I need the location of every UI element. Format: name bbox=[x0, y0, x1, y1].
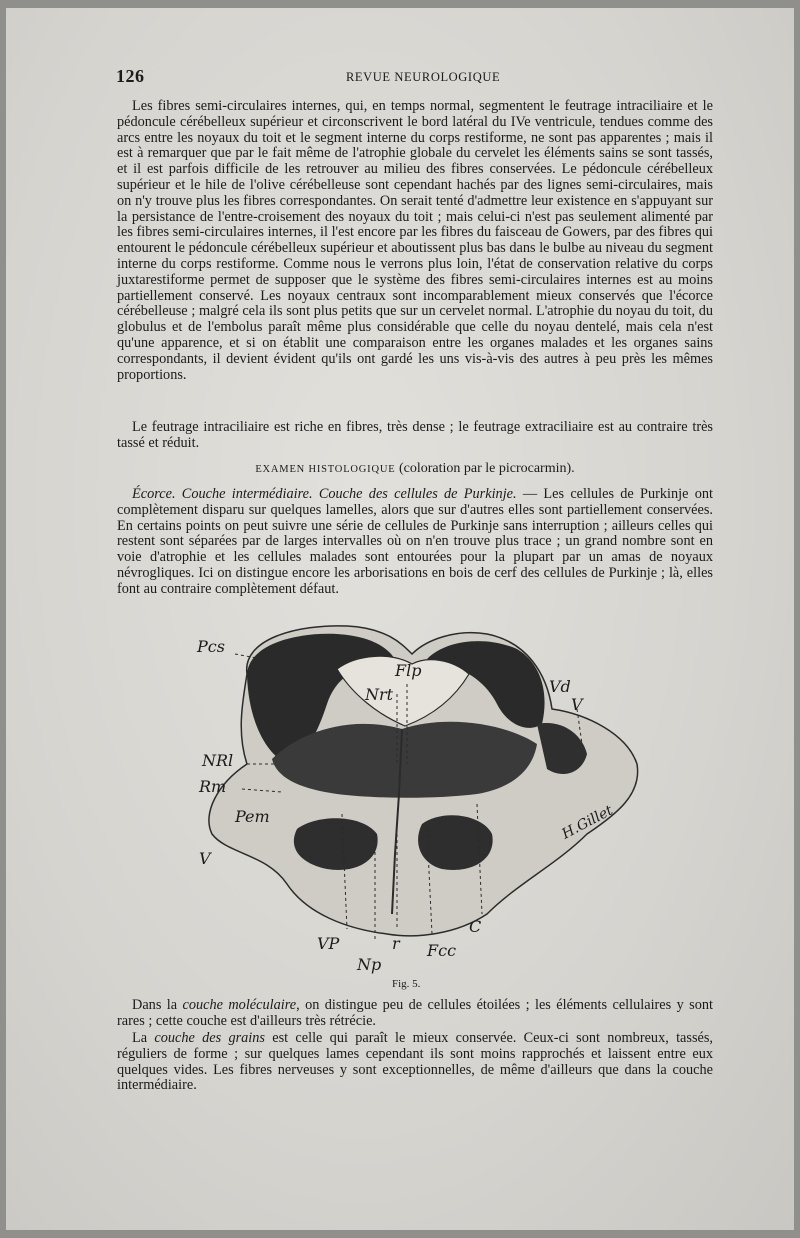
label-np: Np bbox=[357, 955, 382, 974]
label-c: C bbox=[469, 917, 482, 936]
label-pcs: Pcs bbox=[197, 637, 225, 656]
paragraph-text: Dans la bbox=[132, 997, 183, 1013]
paragraph-text: est celle qui paraît le mieux conservée. Ceux-ci sont nombreux, tassés, réguliers de forme ; sur quelques lames cependant ils sont moins rapprochés et laissent entre eux quelques vides. Les fibres nerveuses y sont exceptionnelles, de même d'ailleurs que dans la couche intermédiaire. bbox=[117, 1030, 714, 1094]
paragraph-couche-moleculaire bbox=[117, 998, 713, 1030]
running-title: REVUE NEUROLOGIQUE bbox=[346, 70, 501, 84]
paragraph-fibres-semi-circulaires bbox=[117, 99, 713, 383]
label-fcc: Fcc bbox=[427, 941, 457, 960]
label-v-left: V bbox=[199, 849, 211, 868]
paragraph-feutrage bbox=[117, 420, 713, 452]
section-title-rest: (coloration par le picrocarmin). bbox=[395, 461, 575, 476]
artist-signature: H.Gillet bbox=[559, 802, 616, 843]
label-r: r bbox=[392, 934, 400, 953]
label-nrt: Nrt bbox=[365, 685, 394, 704]
page-header bbox=[116, 66, 728, 88]
right-lower-nucleus bbox=[418, 815, 493, 870]
label-vp: VP bbox=[317, 934, 340, 953]
label-rm: Rm bbox=[199, 777, 227, 796]
paragraph-text: Le feutrage intraciliaire est riche en fibres, très dense ; le feutrage extraciliaire est au contraire très tassé et réduit. bbox=[117, 419, 713, 451]
figure-brain-section bbox=[187, 614, 735, 974]
page-number: 126 bbox=[116, 66, 145, 86]
paragraph-ecorce bbox=[117, 487, 713, 598]
section-title-caps: EXAMEN HISTOLOGIQUE bbox=[255, 464, 396, 475]
paragraph-couche-grains bbox=[117, 1031, 713, 1094]
paragraph-text: , on distingue peu de cellules étoilées ; les éléments cellulaires y sont rares ; cette couche est d'ailleurs très rétrécie. bbox=[117, 997, 713, 1029]
label-vd: Vd bbox=[549, 677, 571, 696]
section-title bbox=[117, 461, 713, 477]
label-pem: Pem bbox=[235, 807, 270, 826]
paragraph-lead: Écorce. Couche intermédiaire. Couche des cellules de Purkinje. bbox=[132, 486, 517, 502]
label-flp: Flp bbox=[395, 661, 422, 680]
paragraph-text: La bbox=[132, 1030, 155, 1046]
label-v-right: V bbox=[571, 695, 583, 714]
paragraph-text: Les fibres semi-circulaires internes, qui, en temps normal, segmentent le feutrage intraciliaire et le pédoncule cérébelleux supérieur et circonscrivent le bord latéral du IVe ventricule, tendues comme des arcs entre les noyaux du toit et le segment interne du corps restiforme, ne sont pas apparentes ; mais il est à remarquer que par le fait même de l'atrophie globale du cervelet les éléments sains se sont tassés, et il est parfois difficile de les retrouver au milieu des fibres conservées. Le pédoncule cérébelleux supérieur et le hile de l'olive cérébelleuse sont cependant hachés par des lignes semi-circulaires, mais on n'y trouve plus les fibres correspondantes. On serait tenté d'admettre leur existence en s'appuyant sur la persistance de l'entre-croisement des noyaux du toit ; mais celui-ci n'est pas seulement alimenté par les fibres semi-circulaires internes, il l'est encore par les fibres du faisceau de Gowers, par des fibres qui entourent le pédoncule cérébelleux supérieur et aboutissent plus bas dans le bulbe au niveau du segment interne du corps restiforme. Comme nous le verrons plus loin, l'état de conservation relative du corps juxtarestiforme permet de supposer que le système des fibres semi-circulaires internes est au moins partiellement conservé. Les noyaux centraux sont incomparablement mieux conservés que l'écorce cérébelleuse ; malgré cela ils sont plus petits que sur un cervelet normal. L'atrophie du noyau du toit, du globulus et de l'embolus paraît même plus considérable que celle du noyau dentelé, mais cela n'est qu'une apparence, et si on établit une comparaison entre les organes malades et les organes sains correspondants, il devient évident qu'ils ont gardé les uns vis-à-vis des autres à peu près les mêmes proportions. bbox=[117, 98, 713, 383]
figure-caption: Fig. 5. bbox=[392, 978, 421, 990]
paragraph-emphasis: couche des grains bbox=[154, 1030, 265, 1046]
brain-section-illustration bbox=[187, 614, 735, 974]
paragraph-text: — Les cellules de Purkinje ont complètement disparu sur quelques lamelles, alors que sur d'autres elles sont partiellement conservées. En certains points on peut suivre une série de cellules de Purkinje sans interruption ; ailleurs celles qui restent sont séparées par de larges intervalles où on n'en trouve plus trace ; un grand nombre sont en voie d'atrophie et les cellules malades sont entourées pour la plupart par un amas de noyaux névrogliques. Ici on distingue encore les arborisations en bois de cerf des cellules de Purkinje ; là, elles font au contraire complètement défaut. bbox=[117, 486, 714, 597]
label-nri: NRl bbox=[202, 751, 234, 770]
paragraph-emphasis: couche moléculaire bbox=[182, 997, 297, 1013]
